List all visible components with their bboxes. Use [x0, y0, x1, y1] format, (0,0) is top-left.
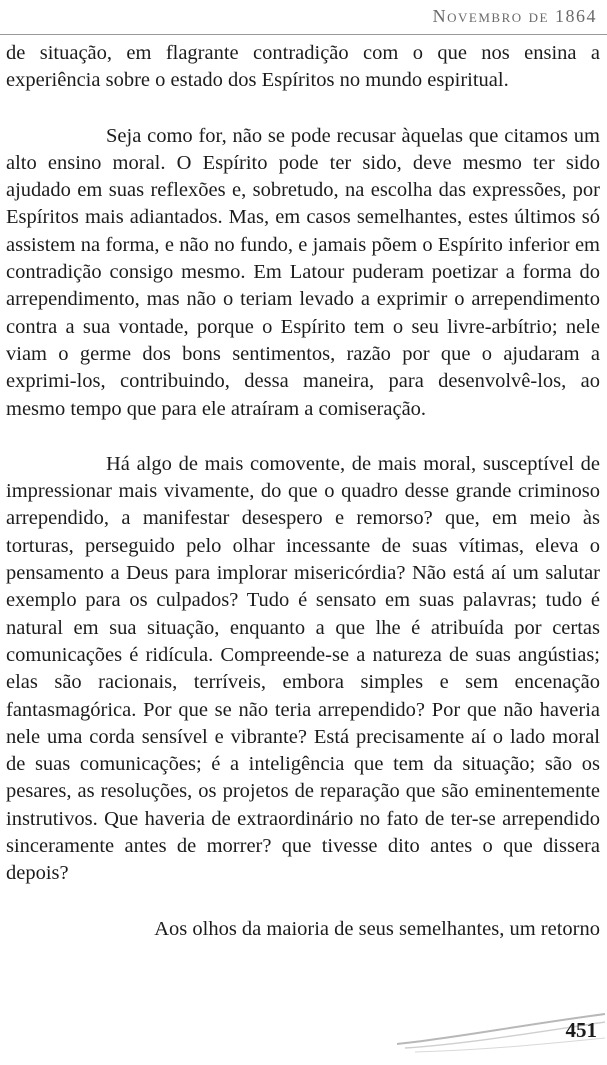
page-body: [6, 40, 600, 943]
paragraph-moral-teaching: Seja como for, não se pode recusar àquelas que citamos um alto ensino moral. O Espírito pode ter sido, deve mesmo ter sido ajudado em suas reflexões e, sobretudo, na escolha das expressões, por Espíritos mais adiantados. Mas, em casos semelhantes, estes últimos só assistem na forma, e não no fundo, e jamais põem o Espírito inferior em contradição consigo mesmo. Em Latour puderam poetizar a forma do arrependimento, mas não o teriam levado a exprimir o arrependimento contra a sua vontade, porque o Espírito tem o seu livre-arbítrio; nele viam o germe dos bons sentimentos, razão por que o ajudaram a exprimi-los, contribuindo, dessa maneira, para desenvolvê-los, ao mesmo tempo que para ele atraíram a comiseração.: [6, 124, 600, 420]
running-header-title: Novembro de 1864: [432, 6, 597, 26]
paragraph-continuation: de situação, em flagrante contradição com o que nos ensina a experiência sobre o estado dos Espíritos no mundo espiritual.: [6, 42, 600, 92]
paragraph-repentant-criminal: Há algo de mais comovente, de mais moral, susceptível de impressionar mais vivamente, do que o quadro desse grande criminoso arrependido, a manifestar desespero e remorso? que, em meio às torturas, perseguido pelo olhar incessante de suas vítimas, eleva o pensamento a Deus para implorar misericórdia? Não está aí um salutar exemplo para os culpados? Tudo é sensato em suas palavras; tudo é natural em sua situação, enquanto a que lhe é atribuída por certas comunicações é ridícula. Compreende-se a natureza de suas angústias; elas são racionais, terríveis, embora simples e sem encenação fantasmagórica. Por que se não teria arrependido? Por que não haveria nele uma corda sensível e vibrante? Está precisamente aí o lado moral de suas comunicações; é a inteligência que tem da situação; são os pesares, as resoluções, os projetos de reparação que são eminentemente instrutivos. Que haveria de extraordinário no fato de ter-se arrependido sinceramente antes de morrer? que tivesse dito antes o que dissera depois?: [6, 452, 600, 885]
paragraph-trailing: Aos olhos da maioria de seus semelhantes, um retorno: [154, 917, 600, 940]
header-divider: [0, 34, 607, 35]
page-number: 451: [565, 1018, 597, 1042]
